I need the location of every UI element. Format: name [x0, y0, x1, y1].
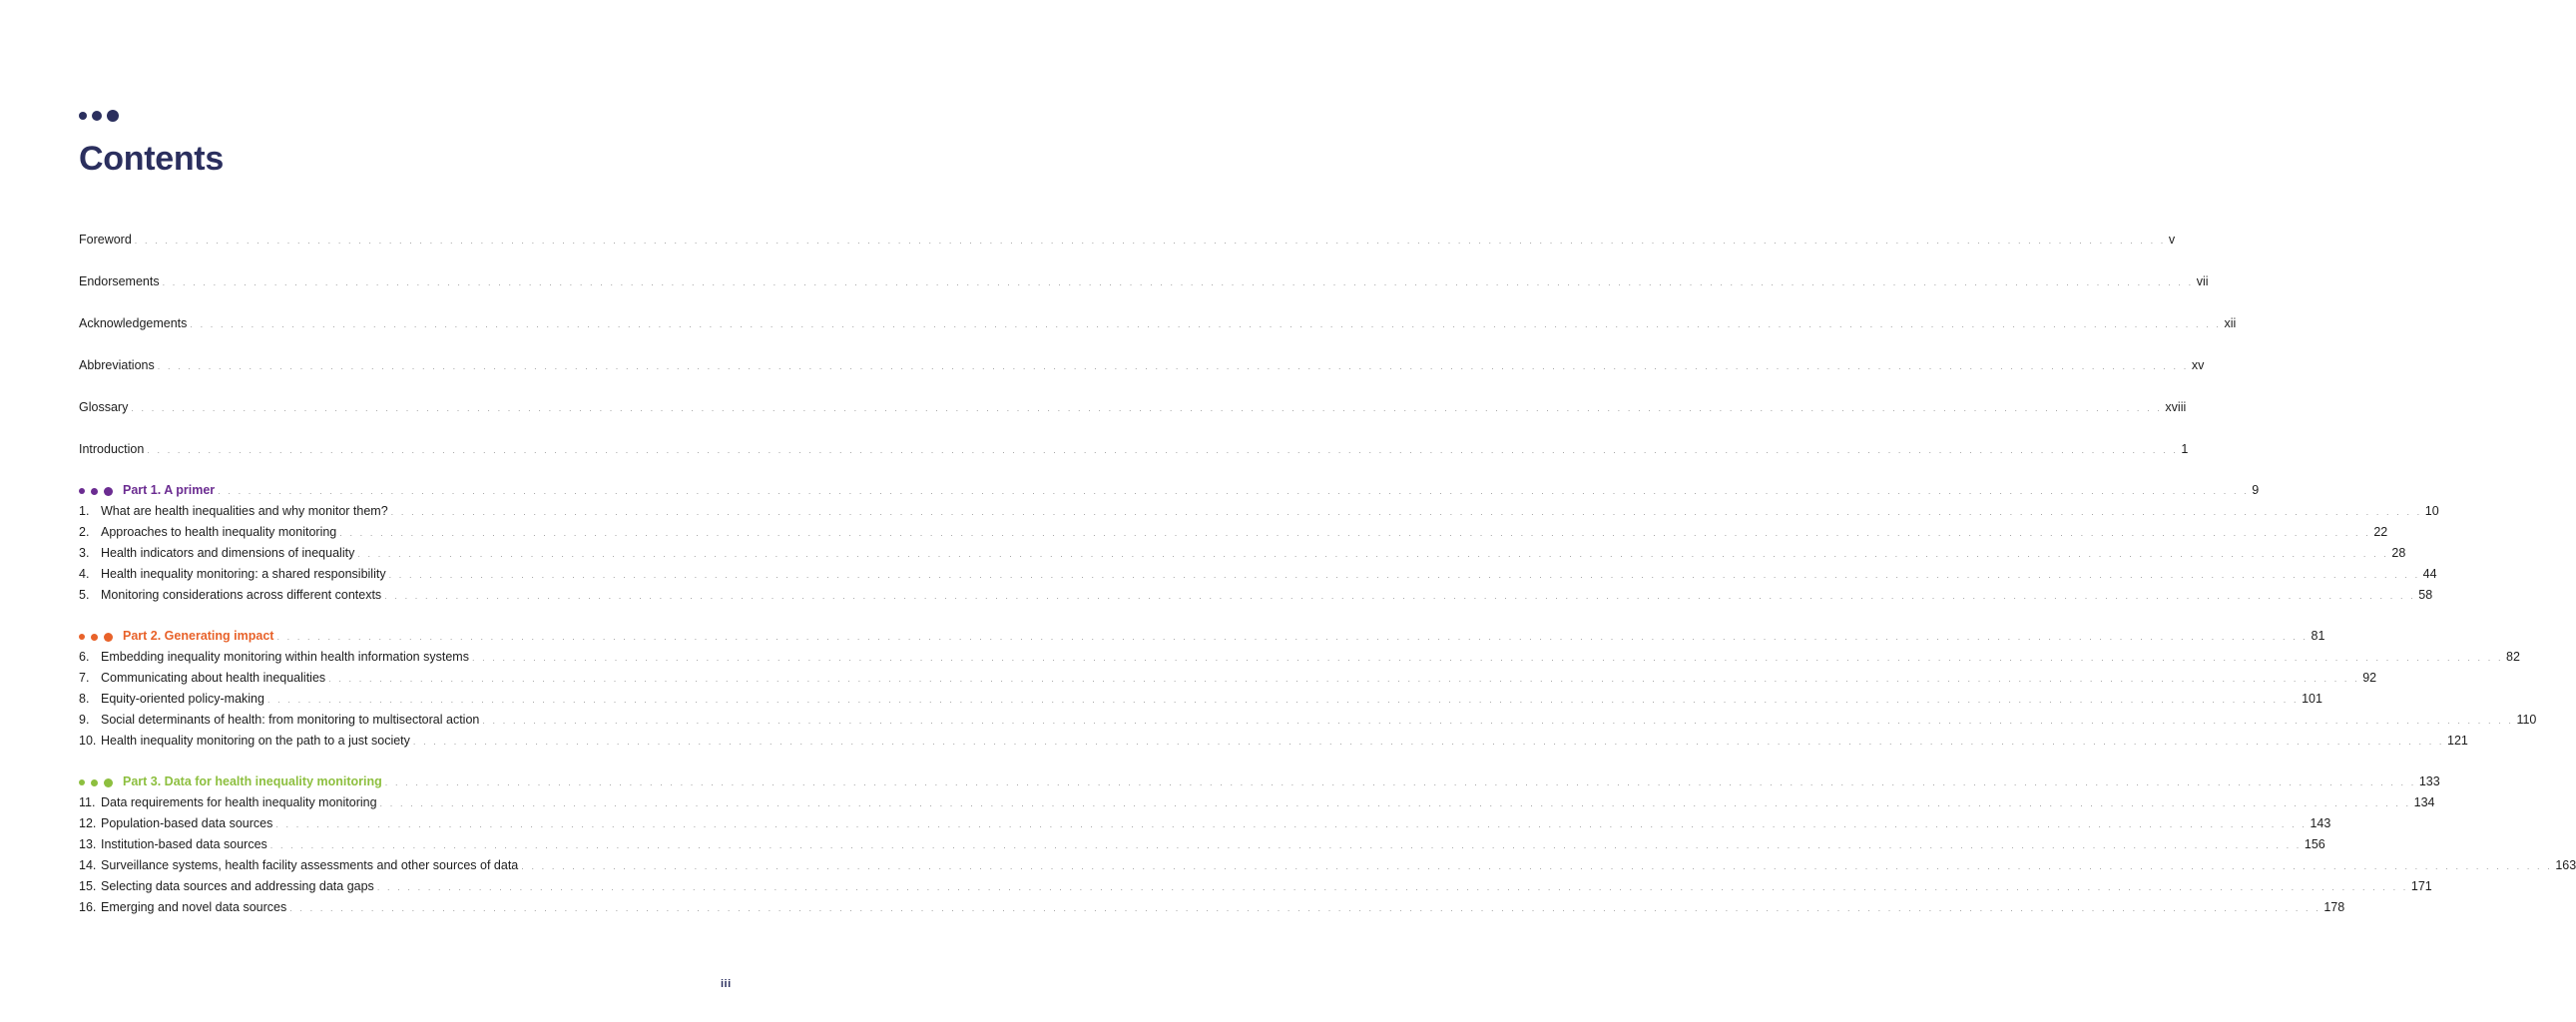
dot-leader: . . . . . . . . . . . . . . . . . . . . . . . . . . . . . . . . . . . . . . . . . . . . . . . . . . . . . . . . . . . . . . . . . . . . . . . . . . . . . . . . . . . . . . . . . . . . . . . . . . . . . . . . . . . . . . . . . . . . . . . . . . . . . . . . . . . . . . . . . . . . . . . . . . . . . . . . . . . . . . . . . . . . . . . . . . . . . . . . . . . . . . . . . . . . . . . . . . . . . . . . [134, 236, 2166, 246]
dot-leader: . . . . . . . . . . . . . . . . . . . . . . . . . . . . . . . . . . . . . . . . . . . . . . . . . . . . . . . . . . . . . . . . . . . . . . . . . . . . . . . . . . . . . . . . . . . . . . . . . . . . . . . . . . . . . . . . . . . . . . . . . . . . . . . . . . . . . . . . . . . . . . . . . . . . . . . . . . . . . . . . . . . . . . . . . . . . . . . . . . . . . . . . . . . . . . . . . . . . . . . . [521, 861, 2553, 871]
spacer [79, 248, 700, 273]
chapter-entry[interactable] [79, 794, 2435, 810]
entry-title: Introduction [79, 442, 145, 456]
entry-page-number: xii [2224, 316, 2237, 330]
part-dot-icon [79, 634, 85, 640]
dot-leader: . . . . . . . . . . . . . . . . . . . . . . . . . . . . . . . . . . . . . . . . . . . . . . . . . . . . . . . . . . . . . . . . . . . . . . . . . . . . . . . . . . . . . . . . . . . . . . . . . . . . . . . . . . . . . . . . . . . . . . . . . . . . . . . . . . . . . . . . . . . . . . . . . . . . . . . . . . . . . . . . . . . . . . . . . . . . . . . . . . . . . . . . . . . . . . . . . . . . . . . . [388, 570, 2420, 580]
dot-leader: . . . . . . . . . . . . . . . . . . . . . . . . . . . . . . . . . . . . . . . . . . . . . . . . . . . . . . . . . . . . . . . . . . . . . . . . . . . . . . . . . . . . . . . . . . . . . . . . . . . . . . . . . . . . . . . . . . . . . . . . . . . . . . . . . . . . . . . . . . . . . . . . . . . . . . . . . . . . . . . . . . . . . . . . . . . . . . . . . . . . . . . . . . . . . . . . . . . . . . . . [471, 653, 2504, 663]
dot-leader: . . . . . . . . . . . . . . . . . . . . . . . . . . . . . . . . . . . . . . . . . . . . . . . . . . . . . . . . . . . . . . . . . . . . . . . . . . . . . . . . . . . . . . . . . . . . . . . . . . . . . . . . . . . . . . . . . . . . . . . . . . . . . . . . . . . . . . . . . . . . . . . . . . . . . . . . . . . . . . . . . . . . . . . . . . . . . . . . . . . . . . . . . . . . . . . . . . . . . . . . [266, 695, 2300, 705]
entry-title: Glossary [79, 400, 129, 414]
entry-title: What are health inequalities and why monitor them? [101, 504, 388, 518]
chapter-entry[interactable] [79, 857, 2576, 873]
toc-entry[interactable] [79, 441, 2189, 457]
dot-leader: . . . . . . . . . . . . . . . . . . . . . . . . . . . . . . . . . . . . . . . . . . . . . . . . . . . . . . . . . . . . . . . . . . . . . . . . . . . . . . . . . . . . . . . . . . . . . . . . . . . . . . . . . . . . . . . . . . . . . . . . . . . . . . . . . . . . . . . . . . . . . . . . . . . . . . . . . . . . . . . . . . . . . . . . . . . . . . . . . . . . . . . . . . . . . . . . . . . . . . . . [412, 737, 2444, 747]
entry-page-number: 178 [2323, 900, 2345, 914]
toc-entry[interactable] [79, 315, 2237, 331]
chapter-number: 16. [79, 900, 97, 914]
entry-page-number: 44 [2422, 567, 2437, 581]
entry-page-number: 101 [2302, 692, 2322, 706]
part-dot-icon [104, 487, 113, 496]
part-entry[interactable] [79, 773, 2440, 789]
entry-page-number: 1 [2181, 442, 2189, 456]
spacer [79, 603, 700, 628]
entry-page-number: 121 [2447, 734, 2468, 748]
spacer [79, 749, 700, 773]
entry-title: Surveillance systems, health facility assessments and other sources of data [101, 858, 519, 872]
header-dots-icon [79, 110, 119, 122]
dot-leader: . . . . . . . . . . . . . . . . . . . . . . . . . . . . . . . . . . . . . . . . . . . . . . . . . . . . . . . . . . . . . . . . . . . . . . . . . . . . . . . . . . . . . . . . . . . . . . . . . . . . . . . . . . . . . . . . . . . . . . . . . . . . . . . . . . . . . . . . . . . . . . . . . . . . . . . . . . . . . . . . . . . . . . . . . . . . . . . . . . . . . . . . . . . . . . . . . . . . . . . . [339, 528, 2371, 538]
toc-entry[interactable] [79, 399, 2187, 415]
entry-title: Communicating about health inequalities [101, 671, 326, 685]
chapter-entry[interactable] [79, 670, 2377, 686]
page-title: Contents [79, 140, 224, 178]
entry-page-number: vii [2196, 274, 2209, 288]
entry-page-number: 58 [2418, 588, 2433, 602]
part-dot-icon [104, 778, 113, 787]
chapter-entry[interactable] [79, 733, 2468, 749]
chapter-number: 10. [79, 734, 97, 748]
entry-page-number: 22 [2373, 525, 2388, 539]
spacer [79, 457, 700, 482]
chapter-number: 5. [79, 588, 90, 602]
entry-title: Endorsements [79, 274, 160, 288]
dot-leader: . . . . . . . . . . . . . . . . . . . . . . . . . . . . . . . . . . . . . . . . . . . . . . . . . . . . . . . . . . . . . . . . . . . . . . . . . . . . . . . . . . . . . . . . . . . . . . . . . . . . . . . . . . . . . . . . . . . . . . . . . . . . . . . . . . . . . . . . . . . . . . . . . . . . . . . . . . . . . . . . . . . . . . . . . . . . . . . . . . . . . . . . . . . . . . . . . . . . . . . . [384, 591, 2416, 601]
dot-leader: . . . . . . . . . . . . . . . . . . . . . . . . . . . . . . . . . . . . . . . . . . . . . . . . . . . . . . . . . . . . . . . . . . . . . . . . . . . . . . . . . . . . . . . . . . . . . . . . . . . . . . . . . . . . . . . . . . . . . . . . . . . . . . . . . . . . . . . . . . . . . . . . . . . . . . . . . . . . . . . . . . . . . . . . . . . . . . . . . . . . . . . . . . . . . . . . . . . . . . . . [275, 819, 2308, 829]
entry-title: Foreword [79, 233, 132, 247]
chapter-entry[interactable] [79, 691, 2322, 707]
entry-page-number: 10 [2424, 504, 2439, 518]
entry-title: Health indicators and dimensions of inequality [101, 546, 355, 560]
entry-title: Abbreviations [79, 358, 155, 372]
toc-entry[interactable] [79, 232, 2176, 248]
dot-leader: . . . . . . . . . . . . . . . . . . . . . . . . . . . . . . . . . . . . . . . . . . . . . . . . . . . . . . . . . . . . . . . . . . . . . . . . . . . . . . . . . . . . . . . . . . . . . . . . . . . . . . . . . . . . . . . . . . . . . . . . . . . . . . . . . . . . . . . . . . . . . . . . . . . . . . . . . . . . . . . . . . . . . . . . . . . . . . . . . . . . . . . . . . . . . . . . . . . . . . . . [357, 549, 2389, 559]
part-dots-icon [79, 633, 113, 642]
entry-title: Acknowledgements [79, 316, 188, 330]
chapter-entry[interactable] [79, 712, 2537, 728]
dot-leader: . . . . . . . . . . . . . . . . . . . . . . . . . . . . . . . . . . . . . . . . . . . . . . . . . . . . . . . . . . . . . . . . . . . . . . . . . . . . . . . . . . . . . . . . . . . . . . . . . . . . . . . . . . . . . . . . . . . . . . . . . . . . . . . . . . . . . . . . . . . . . . . . . . . . . . . . . . . . . . . . . . . . . . . . . . . . . . . . . . . . . . . . . . . . . . . . . . . . . . . . [482, 716, 2514, 726]
entry-title: Selecting data sources and addressing data gaps [101, 879, 374, 893]
part-title: Part 2. Generating impact [123, 629, 274, 643]
part-dots-icon [79, 778, 113, 787]
chapter-entry[interactable] [79, 836, 2325, 852]
part-dot-icon [91, 634, 98, 641]
dot-leader: . . . . . . . . . . . . . . . . . . . . . . . . . . . . . . . . . . . . . . . . . . . . . . . . . . . . . . . . . . . . . . . . . . . . . . . . . . . . . . . . . . . . . . . . . . . . . . . . . . . . . . . . . . . . . . . . . . . . . . . . . . . . . . . . . . . . . . . . . . . . . . . . . . . . . . . . . . . . . . . . . . . . . . . . . . . . . . . . . . . . . . . . . . . . . . . . . . . . . . . . [269, 840, 2302, 850]
chapter-number: 1. [79, 504, 90, 518]
spacer [79, 373, 700, 399]
chapter-number: 3. [79, 546, 90, 560]
dot-leader: . . . . . . . . . . . . . . . . . . . . . . . . . . . . . . . . . . . . . . . . . . . . . . . . . . . . . . . . . . . . . . . . . . . . . . . . . . . . . . . . . . . . . . . . . . . . . . . . . . . . . . . . . . . . . . . . . . . . . . . . . . . . . . . . . . . . . . . . . . . . . . . . . . . . . . . . . . . . . . . . . . . . . . . . . . . . . . . . . . . . . . . . . . . . . . . . . . . . . . . . [379, 798, 2411, 808]
part-entry[interactable] [79, 482, 2260, 498]
part-dot-icon [79, 779, 85, 785]
entry-page-number: 134 [2413, 795, 2435, 809]
dot-leader: . . . . . . . . . . . . . . . . . . . . . . . . . . . . . . . . . . . . . . . . . . . . . . . . . . . . . . . . . . . . . . . . . . . . . . . . . . . . . . . . . . . . . . . . . . . . . . . . . . . . . . . . . . . . . . . . . . . . . . . . . . . . . . . . . . . . . . . . . . . . . . . . . . . . . . . . . . . . . . . . . . . . . . . . . . . . . . . . . . . . . . . . . . . . . . . . . . . . . . . . [376, 882, 2408, 892]
entry-page-number: 110 [2516, 713, 2537, 727]
entry-title: Embedding inequality monitoring within health information systems [101, 650, 469, 664]
entry-title: Social determinants of health: from monitoring to multisectoral action [101, 713, 480, 727]
entry-page-number: 163 [2555, 858, 2576, 872]
entry-title: Emerging and novel data sources [101, 900, 287, 914]
entry-page-number: 9 [2252, 483, 2260, 497]
part-title: Part 1. A primer [123, 483, 216, 497]
chapter-number: 8. [79, 692, 90, 706]
chapter-number: 4. [79, 567, 90, 581]
chapter-number: 14. [79, 858, 97, 872]
entry-page-number: 81 [2311, 629, 2325, 643]
dot-large-icon [107, 110, 119, 122]
chapter-entry[interactable] [79, 524, 2388, 540]
entry-title: Institution-based data sources [101, 837, 267, 851]
chapter-entry[interactable] [79, 815, 2331, 831]
entry-title: Equity-oriented policy-making [101, 692, 264, 706]
chapter-entry[interactable] [79, 503, 2439, 519]
part-dot-icon [104, 633, 113, 642]
chapter-number: 2. [79, 525, 90, 539]
dot-leader: . . . . . . . . . . . . . . . . . . . . . . . . . . . . . . . . . . . . . . . . . . . . . . . . . . . . . . . . . . . . . . . . . . . . . . . . . . . . . . . . . . . . . . . . . . . . . . . . . . . . . . . . . . . . . . . . . . . . . . . . . . . . . . . . . . . . . . . . . . . . . . . . . . . . . . . . . . . . . . . . . . . . . . . . . . . . . . . . . . . . . . . . . . . . . . . . . . . . . . . . [384, 777, 2416, 787]
entry-page-number: 143 [2310, 816, 2331, 830]
table-of-contents [79, 232, 2576, 915]
chapter-number: 13. [79, 837, 97, 851]
part-dot-icon [91, 779, 98, 786]
dot-leader: . . . . . . . . . . . . . . . . . . . . . . . . . . . . . . . . . . . . . . . . . . . . . . . . . . . . . . . . . . . . . . . . . . . . . . . . . . . . . . . . . . . . . . . . . . . . . . . . . . . . . . . . . . . . . . . . . . . . . . . . . . . . . . . . . . . . . . . . . . . . . . . . . . . . . . . . . . . . . . . . . . . . . . . . . . . . . . . . . . . . . . . . . . . . . . . . . . . . . . . . [131, 403, 2163, 413]
part-dots-icon [79, 487, 113, 496]
chapter-entry[interactable] [79, 545, 2406, 561]
entry-title: Data requirements for health inequality monitoring [101, 795, 377, 809]
entry-page-number: xv [2191, 358, 2205, 372]
entry-title: Approaches to health inequality monitoring [101, 525, 337, 539]
dot-leader: . . . . . . . . . . . . . . . . . . . . . . . . . . . . . . . . . . . . . . . . . . . . . . . . . . . . . . . . . . . . . . . . . . . . . . . . . . . . . . . . . . . . . . . . . . . . . . . . . . . . . . . . . . . . . . . . . . . . . . . . . . . . . . . . . . . . . . . . . . . . . . . . . . . . . . . . . . . . . . . . . . . . . . . . . . . . . . . . . . . . . . . . . . . . . . . . . . . . . . . . [190, 319, 2222, 329]
chapter-number: 7. [79, 671, 90, 685]
dot-small-icon [79, 112, 87, 120]
dot-leader: . . . . . . . . . . . . . . . . . . . . . . . . . . . . . . . . . . . . . . . . . . . . . . . . . . . . . . . . . . . . . . . . . . . . . . . . . . . . . . . . . . . . . . . . . . . . . . . . . . . . . . . . . . . . . . . . . . . . . . . . . . . . . . . . . . . . . . . . . . . . . . . . . . . . . . . . . . . . . . . . . . . . . . . . . . . . . . . . . . . . . . . . . . . . . . . . . . . . . . . . [328, 674, 2360, 684]
dot-medium-icon [92, 111, 102, 121]
entry-title: Population-based data sources [101, 816, 273, 830]
part-title: Part 3. Data for health inequality monitoring [123, 774, 382, 788]
chapter-entry[interactable] [79, 566, 2437, 582]
entry-page-number: 171 [2410, 879, 2432, 893]
dot-leader: . . . . . . . . . . . . . . . . . . . . . . . . . . . . . . . . . . . . . . . . . . . . . . . . . . . . . . . . . . . . . . . . . . . . . . . . . . . . . . . . . . . . . . . . . . . . . . . . . . . . . . . . . . . . . . . . . . . . . . . . . . . . . . . . . . . . . . . . . . . . . . . . . . . . . . . . . . . . . . . . . . . . . . . . . . . . . . . . . . . . . . . . . . . . . . . . . . . . . . . . [157, 361, 2189, 371]
chapter-number: 15. [79, 879, 97, 893]
toc-entry[interactable] [79, 357, 2205, 373]
spacer [79, 415, 700, 441]
page-number: iii [721, 978, 732, 990]
part-dot-icon [79, 488, 85, 494]
toc-entry[interactable] [79, 273, 2209, 289]
part-dot-icon [91, 488, 98, 495]
dot-leader: . . . . . . . . . . . . . . . . . . . . . . . . . . . . . . . . . . . . . . . . . . . . . . . . . . . . . . . . . . . . . . . . . . . . . . . . . . . . . . . . . . . . . . . . . . . . . . . . . . . . . . . . . . . . . . . . . . . . . . . . . . . . . . . . . . . . . . . . . . . . . . . . . . . . . . . . . . . . . . . . . . . . . . . . . . . . . . . . . . . . . . . . . . . . . . . . . . . . . . . . [390, 507, 2422, 517]
dot-leader: . . . . . . . . . . . . . . . . . . . . . . . . . . . . . . . . . . . . . . . . . . . . . . . . . . . . . . . . . . . . . . . . . . . . . . . . . . . . . . . . . . . . . . . . . . . . . . . . . . . . . . . . . . . . . . . . . . . . . . . . . . . . . . . . . . . . . . . . . . . . . . . . . . . . . . . . . . . . . . . . . . . . . . . . . . . . . . . . . . . . . . . . . . . . . . . . . . . . . . . . [147, 445, 2179, 455]
entry-page-number: v [2168, 233, 2176, 247]
entry-page-number: 82 [2506, 650, 2520, 664]
chapter-number: 9. [79, 713, 90, 727]
entry-page-number: 133 [2418, 774, 2440, 788]
part-entry[interactable] [79, 628, 2325, 644]
dot-leader: . . . . . . . . . . . . . . . . . . . . . . . . . . . . . . . . . . . . . . . . . . . . . . . . . . . . . . . . . . . . . . . . . . . . . . . . . . . . . . . . . . . . . . . . . . . . . . . . . . . . . . . . . . . . . . . . . . . . . . . . . . . . . . . . . . . . . . . . . . . . . . . . . . . . . . . . . . . . . . . . . . . . . . . . . . . . . . . . . . . . . . . . . . . . . . . . . . . . . . . . [162, 277, 2194, 287]
chapter-entry[interactable] [79, 878, 2432, 894]
dot-leader: . . . . . . . . . . . . . . . . . . . . . . . . . . . . . . . . . . . . . . . . . . . . . . . . . . . . . . . . . . . . . . . . . . . . . . . . . . . . . . . . . . . . . . . . . . . . . . . . . . . . . . . . . . . . . . . . . . . . . . . . . . . . . . . . . . . . . . . . . . . . . . . . . . . . . . . . . . . . . . . . . . . . . . . . . . . . . . . . . . . . . . . . . . . . . . . . . . . . . . . . [289, 903, 2321, 913]
chapter-entry[interactable] [79, 587, 2433, 603]
entry-page-number: 156 [2304, 837, 2325, 851]
entry-page-number: xviii [2165, 400, 2187, 414]
dot-leader: . . . . . . . . . . . . . . . . . . . . . . . . . . . . . . . . . . . . . . . . . . . . . . . . . . . . . . . . . . . . . . . . . . . . . . . . . . . . . . . . . . . . . . . . . . . . . . . . . . . . . . . . . . . . . . . . . . . . . . . . . . . . . . . . . . . . . . . . . . . . . . . . . . . . . . . . . . . . . . . . . . . . . . . . . . . . . . . . . . . . . . . . . . . . . . . . . . . . . . . . [276, 632, 2309, 642]
entry-title: Monitoring considerations across different contexts [101, 588, 382, 602]
chapter-number: 12. [79, 816, 97, 830]
spacer [79, 331, 700, 357]
entry-title: Health inequality monitoring: a shared responsibility [101, 567, 386, 581]
entry-page-number: 92 [2362, 671, 2377, 685]
chapter-entry[interactable] [79, 899, 2345, 915]
chapter-number: 6. [79, 650, 90, 664]
spacer [79, 289, 700, 315]
entry-title: Health inequality monitoring on the path to a just society [101, 734, 410, 748]
entry-page-number: 28 [2391, 546, 2406, 560]
chapter-entry[interactable] [79, 649, 2520, 665]
chapter-number: 11. [79, 795, 96, 809]
dot-leader: . . . . . . . . . . . . . . . . . . . . . . . . . . . . . . . . . . . . . . . . . . . . . . . . . . . . . . . . . . . . . . . . . . . . . . . . . . . . . . . . . . . . . . . . . . . . . . . . . . . . . . . . . . . . . . . . . . . . . . . . . . . . . . . . . . . . . . . . . . . . . . . . . . . . . . . . . . . . . . . . . . . . . . . . . . . . . . . . . . . . . . . . . . . . . . . . . . . . . . . . [218, 486, 2250, 496]
